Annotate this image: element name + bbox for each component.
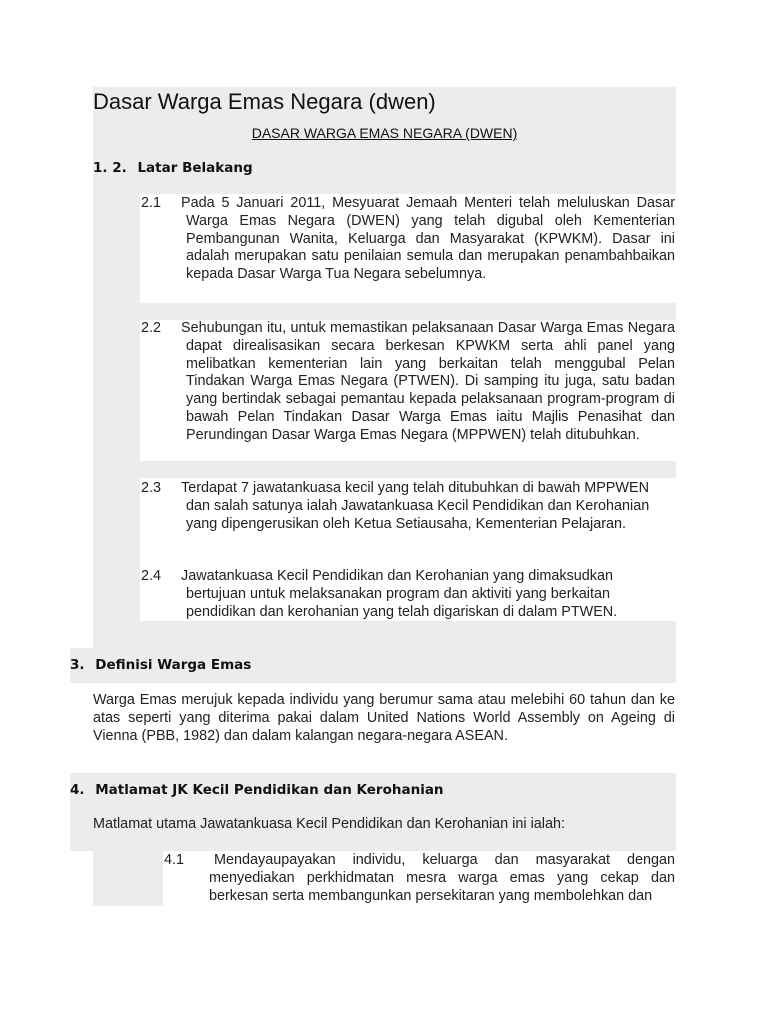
bg-bottom-2 [93, 621, 676, 648]
section-3-heading [70, 656, 251, 674]
bg-left-band-2 [93, 194, 140, 622]
item-2-4-number: 2.4 [141, 568, 162, 584]
section-2-title: Latar Belakang [137, 160, 253, 176]
item-4-1-number: 4.1 [164, 852, 185, 868]
item-4-1-text: Mendayaupayakan individu, keluarga dan masyarakat dengan menyediakan perkhidmatan mesra warga emas yang cekap dan berkesan serta membangunkan persekitaran yang membolehkan dan [209, 852, 675, 904]
section-3-title: Definisi Warga Emas [95, 657, 252, 673]
section-4-heading [70, 781, 444, 799]
item-2-4-text: Jawatankuasa Kecil Pendidikan dan Kerohanian yang dimaksudkan bertujuan untuk melaksanakan program dan aktiviti yang berkaitan pendidikan dan kerohanian yang telah digariskan di dalam PTWEN. [181, 568, 618, 620]
section-4-number: 4. [70, 782, 85, 798]
item-2-1-number: 2.1 [141, 195, 162, 211]
bg-gap-2-3 [140, 461, 676, 478]
item-2-1-text: Pada 5 Januari 2011, Mesyuarat Jemaah Menteri telah meluluskan Dasar Warga Emas Negara (DWEN) yang telah digubal oleh Kementerian Pembangunan Wanita, Keluarga dan Masyarakat (KPWKM). Dasar ini adalah merupakan satu penilaian semula dan merupakan penambahbaikan kepada Dasar Warga Tua Negara sebelumnya. [181, 195, 675, 283]
bg-left-band-4 [93, 851, 163, 906]
section-3-text: Warga Emas merujuk kepada individu yang berumur sama atau melebihi 60 tahun dan ke atas seperti yang diterima pakai dalam United Nations World Assembly on Ageing di Vienna (PBB, 1982) dan dalam kalangan negara-negara ASEAN. [93, 692, 675, 744]
section-2-number: 1. 2. [93, 160, 127, 176]
bg-gap-2-2 [140, 303, 676, 320]
document-title: Dasar Warga Emas Negara (dwen) [93, 89, 436, 114]
item-2-2-number: 2.2 [141, 320, 162, 336]
section-2-heading [93, 159, 253, 177]
section-4-title: Matlamat JK Kecil Pendidikan dan Kerohanian [95, 782, 444, 798]
section-4-intro: Matlamat utama Jawatankuasa Kecil Pendidikan dan Kerohanian ini ialah: [93, 816, 565, 832]
item-2-3-text: Terdapat 7 jawatankuasa kecil yang telah ditubuhkan di bawah MPPWEN dan salah satunya ialah Jawatankuasa Kecil Pendidikan dan Kerohanian yang dipengerusikan oleh Ketua Setiausaha, Kementerian Pelajaran. [181, 480, 650, 532]
item-2-3-number: 2.3 [141, 480, 162, 496]
document-subtitle: DASAR WARGA EMAS NEGARA (DWEN) [251, 125, 518, 141]
section-3-number: 3. [70, 657, 85, 673]
item-2-2-text: Sehubungan itu, untuk memastikan pelaksanaan Dasar Warga Emas Negara dapat direalisasikan secara berkesan KPWKM serta ahli panel yang melibatkan kementerian lain yang berkaitan telah menggubal Pelan Tindakan Warga Emas Negara (PTWEN). Di samping itu juga, satu badan yang bertindak sebagai pemantau kepada pelaksanaan program-program di bawah Pelan Tindakan Dasar Warga Emas iaitu Majlis Penasihat dan Perundingan Dasar Warga Emas Negara (MPPWEN) telah ditubuhkan. [181, 320, 675, 443]
